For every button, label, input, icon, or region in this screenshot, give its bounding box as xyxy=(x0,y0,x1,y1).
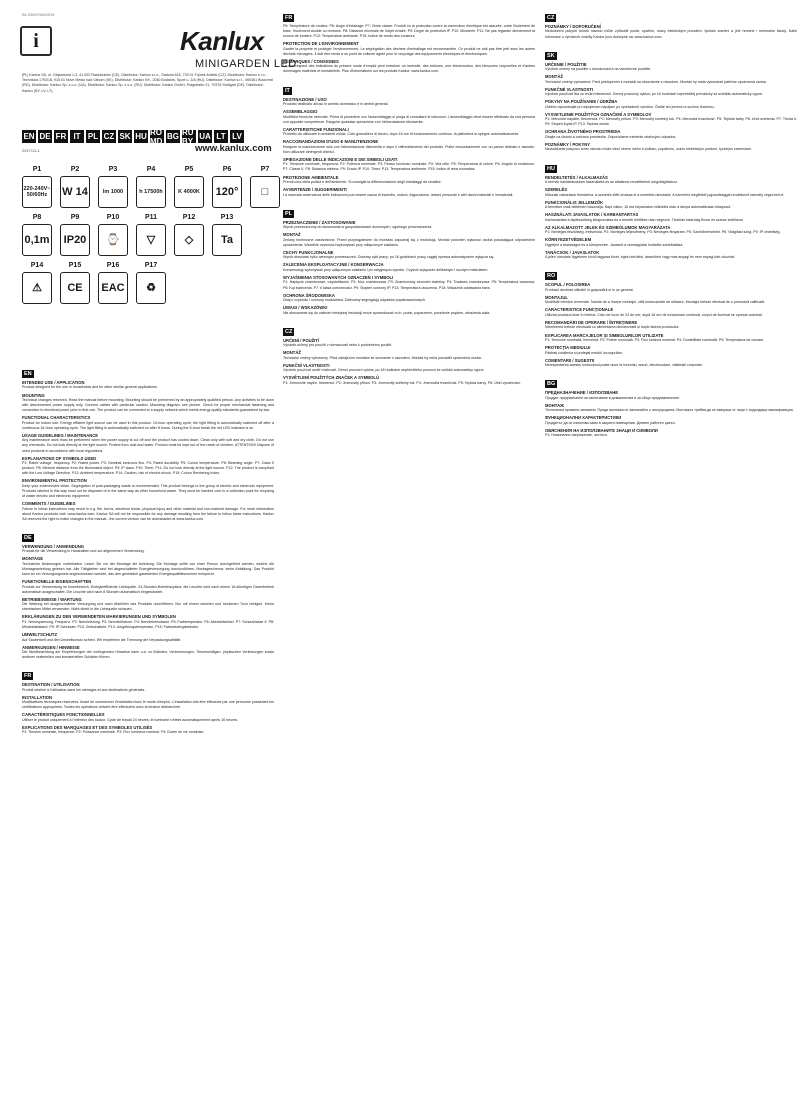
language-badge: EN xyxy=(23,132,35,141)
section-heading: CARACTERISTICE FUNCȚIONALE xyxy=(545,307,614,313)
section-heading: SPIEGAZIONE DELLE INDICAZIONI E DEI SIMBOLI USATI xyxy=(283,156,398,162)
section-heading: POZNÁMKY / DOPORUČENÍ xyxy=(545,24,601,29)
symbol-cell xyxy=(136,214,166,256)
section-heading: VYSVETLENIE POUŽITÝCH OZNAČENÍ A SYMBOLOV xyxy=(545,111,652,117)
section-heading: PRZEZNACZENIE / ZASTOSOWANIE xyxy=(283,219,356,225)
section-language-code: FR xyxy=(285,15,293,21)
section-paragraph: Technische Änderungen vorbehalten. Lesen Sie vor der Montage die Anleitung. Die Montage sollte von einer Person durchgeführt werden, welche die Montageanleitung gelesen hat. Alle Tätigkeiten sind bei abgeschalteter Energieversorgung durchzuführen. Montageschema: siehe Abbildung. Das Produkt kann an ein Versorgungsnetz angeschlossen werden, das den gesetzlich garantierten Energiequalitätsnormen entspricht. xyxy=(22,561,274,577)
section-heading: RACCOMANDAZIONI D'USO E MANUTENZIONE xyxy=(283,139,379,145)
symbol-label: P5 xyxy=(184,166,194,173)
section-paragraph: Întreținerea trebuie efectuată cu alimentarea deconectată și după răcirea produsului. xyxy=(545,325,680,330)
section-paragraph: Műszaki változások fenntartva. A szerelés előtt olvassa el a szerelési útmutatót. A szerelést megfelelő jogosultsággal rendelkező személy végezheti el. xyxy=(545,192,785,197)
text-column-3 xyxy=(545,6,797,1092)
section-language-code: HU xyxy=(547,165,555,172)
section-paragraph: Product for indoor use. Energy efficient light source can be used in this product. 24-hour operating cycle; the light fitting is automatically switched off after a continuous 16-hour operating cycle. The light fitting is automatically switched on after 8 hours. During the 8-hour break the red LED indicator is on. xyxy=(22,420,274,430)
section-paragraph: P1: Nennspannung, Frequenz. P2: Nennleistung. P3: Nennlichtstrom. P4: Nennlebensdauer. P5: Farbtemperatur. P6: Abstrahlwinkel. P7: Schutzklasse II. P8: Mindestabstand. P9: IP-Schutzart. P10: Zeitschaltuhr. P13: Umgebungstemperatur. P15: Farbwiedergabeindex. xyxy=(22,619,274,629)
language-badge: HU xyxy=(135,132,147,141)
section-paragraph: Utilizați produsul doar în interior. Ciclu de lucru de 24 de ore; după 16 ore de funcționare continuă, corpul de iluminat se oprește automat. xyxy=(545,312,763,317)
symbol-cell xyxy=(98,262,128,304)
section-paragraph: Výrobek určený pro použití v domácnosti nebo k podobnému použití. xyxy=(283,343,393,348)
section-paragraph: Dbajte na čistotu a ochranu prostredia. Odporúčame triedenie obalových odpadov. xyxy=(545,134,676,139)
language-section xyxy=(545,44,797,153)
section-language-code: BG xyxy=(547,381,556,388)
symbol-label: P3 xyxy=(108,166,118,173)
section-heading: INTENDED USE / APPLICATION xyxy=(22,380,85,385)
section-paragraph: Ügyeljen a tisztaságra és a környezetre. Javasolt a csomagolási hulladék szelektálása. xyxy=(545,242,684,247)
section-heading: FUNKČNÉ VLASTNOSTI xyxy=(545,86,594,92)
language-section xyxy=(283,320,535,386)
section-paragraph: Produkt für die Verwendung in Haushalten und zur allgemeinen Verwendung. xyxy=(22,549,145,554)
distributor-address: [PL] Kanlux SA, ul. Objazdowa 1-3, 41-922 Radzionków (CE). Distributor: Kanlux s.r.o., Sadová 616, 739 01 Frýdek-Místek (CZ). Distributor: Kanlux s.r.o., Technická 1793/16, 915 01 Nové Mesto nad Váhom (SK). Distributor: Kanlux Kft., 2040 Budaörs, Sport u. 2/A (HU). Distributor: Kanlux s.r.l., 060361 Bucuresti (RO). Distributor: Kanlux Sp. z o.o. (UA). Distributor: Kanlux Sp. z o.o. (RU). Distributor: Kanlux GmbH, Pragstraße 21, 70376 Stuttgart (DE). Distributor: Kanlux (BY, LV, LT). xyxy=(22,73,274,93)
symbol-cell xyxy=(60,214,90,256)
revision-date: 2017/11-1 xyxy=(22,148,40,153)
section-paragraph: Modifiche tecniche riservate. Prima di procedere con l'assemblaggio si prega di consultare le istruzioni. L'assemblaggio deve essere effettuato da una persona con apposite competenze. Eseguire qualsiasi operazione con l'alimentazione disinserita. xyxy=(283,114,535,124)
section-paragraph: P1: Menovité napätie, frekvencia. P2: Menovitý príkon. P3: Menovitý svetelný tok. P4: Menovitá trvanlivosť. P5: Teplota farby. P6: Uhol svietenia. P7: Trieda II. P9: Stupeň krytia IP. P13: Teplota okolia. xyxy=(545,117,797,127)
section-paragraph: Prodotto da utilizzare in ambienti chiusi. Ciclo giornaliero di lavoro, dopo 16 ore di funzionamento continuo, la plafoniera si spegne automaticamente. xyxy=(283,132,520,137)
symbol-icon: 220-240V~ 50/60Hz xyxy=(22,176,52,208)
symbol-icon: □ xyxy=(250,176,280,208)
section-paragraph: Zmiany techniczne zastrzeżone. Przed przystąpieniem do montażu zapoznaj się z instrukcją. Montaż powinien wykonać osoba posiadająca odpowiednie uprawnienia. Wszelkie czynności wykonywać przy odłączonym zasilaniu. xyxy=(283,237,535,247)
section-heading: KÖRNYEZETVÉDELEM xyxy=(545,237,592,243)
section-paragraph: A jelen útmutató figyelmen kívül hagyása tüzet, égési sérülést, áramütést vagy más anyagi és nem anyagi kárt okozhat. xyxy=(545,255,735,260)
section-heading: FUNKTIONELLE EIGENSCHAFTEN xyxy=(22,579,92,585)
section-heading: EXPLICATIONS DES MARQUAGES ET DES SYMBOLES UTILISÉS xyxy=(22,724,153,730)
symbol-label xyxy=(246,262,274,272)
symbol-cell xyxy=(174,166,204,208)
section-paragraph: P1: Tensiune nominală, frecvență. P2: Putere nominală. P3: Flux luminos nominal. P4: Durabilitate nominală. P5: Temperatura de culoare. xyxy=(545,338,765,343)
symbol-cell xyxy=(250,214,274,256)
symbol-label: P6 xyxy=(222,166,232,173)
symbol-icon: CE xyxy=(60,272,90,304)
section-heading: UMWELTSCHUTZ xyxy=(22,632,58,638)
language-badge: RU BY xyxy=(182,130,196,143)
section-paragraph: Nerespectarea acestor instrucțiuni poate duce la incendiu, arsuri, electrocutare, vătămări corporale. xyxy=(545,363,704,368)
symbol-cell xyxy=(212,166,242,208)
section-heading: USAGE GUIDELINES / MAINTENANCE xyxy=(22,432,99,438)
language-section xyxy=(545,372,797,438)
section-heading: INSTALLATION xyxy=(22,694,53,700)
symbol-label: P14 xyxy=(30,262,44,269)
symbol-label xyxy=(210,262,238,272)
section-paragraph: Modificări tehnice rezervate. Înainte de a începe montajul, citiți instrucțiunile de utilizare. Montajul trebuie efectuat de o persoană calificată. xyxy=(545,300,765,305)
symbol-label: P10 xyxy=(106,214,120,221)
section-language-code: CZ xyxy=(547,15,555,21)
symbol-cell xyxy=(22,214,52,256)
section-paragraph: P1: Névleges feszültség, frekvencia. P2: Névleges teljesítmény. P3: Névleges fényáram. P5: Színhőmérséklet. P6: Világítási szög. P9: IP védettség. xyxy=(545,230,781,235)
section-heading: ASSEMBLAGGIO xyxy=(283,109,318,115)
section-paragraph: Wyrób stosować tylko wewnątrz pomieszczeń. Dobowy cykl pracy; po 16 godzinach pracy ciągłej oprawa automatycznie wyłącza się. xyxy=(283,255,495,260)
section-paragraph: Modifications techniques réservées. Avant de commencer l'installation lisez le mode d'emploi. L'installation doit être effectuée par une personne possédant les certifications appropriées. Toutes les opérations doivent être effectuées avec la tension débranchée. xyxy=(22,700,274,710)
section-heading: VERWENDUNG / ANWENDUNG xyxy=(22,543,85,549)
section-paragraph: Păstrați curățenia și protejați mediul înconjurător. xyxy=(545,350,623,355)
symbol-cell xyxy=(98,166,128,208)
section-heading: URČENÍ / POUŽITÍ xyxy=(283,337,320,343)
symbol-label: P4 xyxy=(146,166,156,173)
section-paragraph: Le non-respect des indications du présent mode d'emploi peut entraîner un incendie, des brûlures, une électrocution, des blessures corporelles et d'autres dommages matériels et immatériels. Plus d'informations sur les produits Kanlux: www.kanlux.com. xyxy=(283,64,535,74)
section-paragraph: Výrobok používať iba vo vnútri miestností. Denný pracovný cyklus; po 16 hodinách nepretržitej prevádzky sa svietidlo automaticky vypne. xyxy=(545,92,764,97)
language-badge: BG xyxy=(167,132,179,141)
symbol-row xyxy=(22,262,274,304)
symbol-icon: IP20 xyxy=(60,224,90,256)
language-section xyxy=(545,6,797,40)
symbol-icon: K 4000K xyxy=(174,176,204,208)
document-id: IM-20697/IM/2019 xyxy=(22,12,55,17)
language-badge: IT xyxy=(70,130,84,143)
language-section xyxy=(22,664,274,735)
language-badge: RO MD xyxy=(150,127,163,146)
language-section xyxy=(283,202,535,316)
section-paragraph: P1: Napięcie znamionowe, częstotliwość. P2: Moc znamionowa. P3: Znamionowy strumień świetlny. P4: Trwałość znamionowa. P5: Temperatura barwowa. P6: Kąt świecenia. P7: II klasa ochronności. P9: Stopień ochrony IP. P13: Temperatura otoczenia. P15: Wskaźnik oddawania barw. xyxy=(283,280,535,290)
section-heading: COMMENTS / GUIDELINES xyxy=(22,501,76,507)
section-heading: EXPLICAREA MARCAJELOR ȘI SIMBOLURILOR UTILIZATE xyxy=(545,332,664,338)
symbol-icon: 0,1m xyxy=(22,224,52,256)
section-paragraph: Prodotto destinato all'uso in ambito domestico e in ambiti generali. xyxy=(283,102,389,107)
symbol-label: P13 xyxy=(220,214,234,221)
section-language-code: CZ xyxy=(285,328,293,335)
section-heading: CARACTÉRISTIQUES FONCTIONNELLES xyxy=(22,712,105,718)
section-paragraph: Wyrób przeznaczony do stosowania w gospodarstwach domowych i ogólnego przeznaczenia. xyxy=(283,225,433,230)
section-heading: AZ ALKALMAZOTT JELEK ÉS SZIMBÓLUMOK MAGYARÁZATA xyxy=(545,224,671,230)
section-paragraph: P1: Jmenovité napětí, frekvence. P2: Jmenovitý příkon. P3: Jmenovitý světelný tok. P4: Jmenovitá trvanlivost. P5: Teplota barvy. P6: Úhel vyzařování. xyxy=(283,380,521,385)
symbol-cell xyxy=(22,262,52,304)
language-badge: LT xyxy=(214,130,228,143)
symbol-cell xyxy=(60,262,90,304)
section-heading: ФУНКЦИОНАЛНИ ХАРАКТЕРИСТИКИ xyxy=(545,415,622,421)
section-heading: URČENIE / POUŽITIE xyxy=(545,61,587,67)
section-paragraph: Eseguire la manutenzione solo con l'alimentazione disinserita e dopo il raffreddamento del prodotto. Pulire esclusivamente con un panno delicato e asciutto. Non utilizzare detergenti chimici. xyxy=(283,144,535,154)
website: www.kanlux.com xyxy=(195,143,272,154)
section-heading: ПРЕДНАЗНАЧЕНИЕ / ИЗПОЛЗВАНЕ xyxy=(545,390,619,396)
section-paragraph: P1: Номинално напрежение, честота. xyxy=(545,433,608,438)
section-paragraph: P5: Température de couleur. P6: Angle d'éclairage. P7: 2ème classe: Produit où la protection contre la commotion électrique est assurée, outre l'isolement de base, l'isolement double ou renforcé. P8: Distance minimale de l'objet éclairé. P9: Degré de protection IP. P10: Minuterie. P11: Ne pas regarder directement la source de lumière. P13: Température ambiante. P15: Indice de rendu des couleurs. xyxy=(283,24,535,39)
language-badge: CZ xyxy=(103,132,115,141)
section-language-code: DE xyxy=(24,534,32,541)
section-paragraph: Technical changes reserved. Read the manual before mounting. Mounting should be performed by an appropriately qualified person. Any activities to be done with disconnected power supply only. Connect cables with particular caution. Mounting diagram: see picture. Check for proper mechanical fastening and connection to electrical power prior to first use. The product can be connected to a supply network which meets energy quality standards guaranteed by law. xyxy=(22,398,274,413)
symbol-icon: lm 1000 xyxy=(98,176,128,208)
symbol-icon: ◇ xyxy=(174,224,204,256)
section-paragraph: A terméket csak beltérben használja. Napi ciklus; 16 óra folyamatos működés után a lámpa automatikusan kikapcsol. xyxy=(545,205,732,210)
section-paragraph: Product designed for the use in households and for other similar general applications. xyxy=(22,385,158,390)
section-paragraph: Karbantartást a tápfeszültség kikapcsolása és a termék lehűlése után végezze. Tisztítás kizárólag finom és száraz textíliával. xyxy=(545,217,744,222)
symbol-cell xyxy=(250,166,280,208)
section-heading: WYJAŚNIENIA STOSOWANYCH OZNACZEŃ I SYMBOLI xyxy=(283,274,394,280)
section-paragraph: Konserwację wykonywać przy odłączonym zasilaniu i po ostygnięciu wyrobu. Czyścić wyłącznie delikatnym i suchym materiałem. xyxy=(283,267,489,272)
symbol-label xyxy=(174,262,202,272)
section-heading: POKYNY NA POUŽÍVANIE / ÚDRŽBA xyxy=(545,99,618,105)
section-heading: CARATTERISTICHE FUNZIONALI xyxy=(283,126,349,132)
section-heading: МОНТАЖ xyxy=(545,402,564,408)
symbol-cell xyxy=(136,262,166,304)
section-heading: MONTAŻ xyxy=(283,232,301,238)
section-paragraph: Nie stosowanie się do zaleceń niniejszej instrukcji może spowodować m.in. pożar, poparzenie, porażenie prądem, obrażenia ciała. xyxy=(283,310,491,315)
section-paragraph: Продукт предназначен за използване в домакинства и за общо предназначение. xyxy=(545,395,681,400)
section-paragraph: Nedodržanie pokynov tohto návodu môže viesť okrem iného k požiaru, popáleniu, úrazu elektrickým prúdom, fyzickým zraneniam. xyxy=(545,147,752,152)
section-heading: ZALECENIA EKSPLOATACYJNE / KONSERWACJA xyxy=(283,262,384,268)
section-language-code: SK xyxy=(547,52,555,59)
section-heading: FUNCTIONAL CHARACTERISTICS xyxy=(22,415,91,421)
section-paragraph: Die Nichtbeachtung der Empfehlungen der vorliegenden Hinweise kann u.a. zu Bränden, Verbrennungen, Stromschlägen, physischen Verletzungen sowie anderen materiellen und immateriellen Schäden führen. xyxy=(22,650,274,660)
symbol-label: P2 xyxy=(70,166,80,173)
section-paragraph: Technické zmeny vyhradené. Pred pristúpením k montáži sa oboznámte s návodom. Montáž by mala vykonávať patrične oprávnená osoba. xyxy=(545,79,767,84)
section-heading: REMARQUES / CONSIGNES xyxy=(283,58,339,64)
language-badge: PL xyxy=(87,132,99,141)
section-heading: SCOPUL / FOLOSIREA xyxy=(545,282,591,288)
symbol-icon: ⌚ xyxy=(98,224,128,256)
text-column-1 xyxy=(22,362,274,1092)
symbol-icon: h 17500h xyxy=(136,176,166,208)
section-heading: POZNÁMKY / POKYNY xyxy=(545,142,591,148)
symbol-icon: W 14 xyxy=(60,176,90,208)
symbol-row xyxy=(22,214,274,256)
text-column-2 xyxy=(283,6,535,1092)
symbol-label: P11 xyxy=(144,214,158,221)
section-paragraph: Prendi cura della pulizia e dell'ambiente. Si consiglia la differenziazione degli imballaggi da smaltire. xyxy=(283,180,442,185)
symbol-cell xyxy=(98,214,128,256)
symbol-grid xyxy=(22,166,274,310)
language-section xyxy=(22,526,274,660)
section-heading: RENDELTETÉS / ALKALMAZÁS xyxy=(545,174,608,180)
symbol-icon: ⚠ xyxy=(22,272,52,304)
section-language-code: IT xyxy=(285,87,290,94)
section-heading: MONTAGE xyxy=(22,556,44,562)
section-paragraph: La mancata osservanza delle indicazioni può essere causa di incendio, ustioni, folgorazione, lesioni personali e altri danni materiali e immateriali. xyxy=(283,192,514,197)
section-heading: FUNKČNÍ VLASTNOSTI xyxy=(283,362,330,368)
symbol-icon: 120° xyxy=(212,176,242,208)
symbol-cell xyxy=(22,166,52,208)
symbol-icon: EAC xyxy=(98,272,128,304)
section-language-code: EN xyxy=(24,371,32,377)
section-paragraph: Produit destiné à l'utilisation dans les ménages et aux destinations générales. xyxy=(22,687,146,692)
section-heading: MOUNTING xyxy=(22,392,45,398)
section-heading: BETRIEBSWEISE / WARTUNG xyxy=(22,596,82,602)
section-heading: TANÁCSOK / JAVASLATOK xyxy=(545,249,600,255)
section-heading: VYSVĚTLENÍ POUŽITÝCH ZNAČEK A SYMBOLŮ xyxy=(283,375,380,381)
section-heading: DESTINATION / UTILISATION xyxy=(22,682,80,688)
section-heading: PROTEZIONE AMBIENTALE xyxy=(283,174,339,180)
section-heading: OCHRONA ŚRODOWISKA xyxy=(283,292,335,298)
section-paragraph: Technické změny vyhrazeny. Před zahájením montáže se seznamte s návodem. Montáž by měla provádět oprávněná osoba. xyxy=(283,355,482,360)
language-section xyxy=(283,79,535,198)
section-heading: PROTECTION DE L'ENVIRONNEMENT xyxy=(283,41,359,47)
section-paragraph: Any maintenance work must be performed when the power supply is cut off and the product has cooled down. Clean only with soft and dry cloth. Do not use any chemicals. Do not look directly at the light source. Protect from dust and water. Product must be kept out of the reach of children. ATTENTION! Dispose of used products in accordance with local regulations. xyxy=(22,438,274,453)
section-heading: DESTINAZIONE / USO xyxy=(283,96,327,102)
symbol-label: P16 xyxy=(106,262,120,269)
section-language-code: PL xyxy=(285,210,293,217)
section-heading: ERKLÄRUNGEN ZU DEN VERWENDETEN MARKIERUNGEN UND SYMBOLEN xyxy=(22,614,176,620)
symbol-label: P15 xyxy=(68,262,82,269)
symbol-cell xyxy=(246,262,274,304)
section-heading: MONTÁŽ xyxy=(545,74,563,80)
symbol-cell xyxy=(174,214,204,256)
language-badge: DE xyxy=(39,132,51,141)
symbol-cell xyxy=(60,166,90,208)
section-paragraph: Продуктът да се използва само в закрити помещения. Дневен работен цикъл. xyxy=(545,420,676,425)
symbol-label: P7 xyxy=(260,166,270,173)
symbol-label: P17 xyxy=(144,262,158,269)
symbol-cell xyxy=(212,214,242,256)
section-paragraph: Údržbu vykonávajte pri odpojenom napájaní po vychladnutí výrobku. Čistite len jemnou a suchou tkaninou. xyxy=(545,104,715,109)
section-heading: MONTÁŽ xyxy=(283,350,301,356)
language-badge: UA xyxy=(199,132,211,141)
section-paragraph: P1: Tensione nominale, frequenza. P2: Potenza nominale. P3: Flusso luminoso nominale. P4: Vita utile. P5: Temperatura di colore. P6: Angolo di emissione. P7: Classe II. P8: Distanza minima. P9: Grado IP. P10: Timer. P13: Temperatura ambiente. P15: Indice di resa cromatica. xyxy=(283,162,535,172)
symbol-cell xyxy=(136,166,166,208)
section-paragraph: Výrobok určený na použitie v domácnosti a na všeobecné použitie. xyxy=(545,67,652,72)
symbol-icon: Ta xyxy=(212,224,242,256)
section-paragraph: P1: Rated voltage, frequency. P2: Rated power. P3: Nominal luminous flux. P4: Rated durability. P5: Colour temperature. P6: Beaming angle. P7: Class II product. P8: Minimal distance from the illuminated object. P9: IP class. P10: Timer. P11: Do not look directly at the light source. P12: The product is compliant with the Low Voltage Directive. P13: Ambient temperature. P14: Caution, risk of electric shock. P15: Colour Rendering Index. xyxy=(22,461,274,476)
language-badge: SK xyxy=(119,132,131,141)
section-paragraph: A termék háztartásokban használatra és az általános rendeltetésű megvilágításhoz. xyxy=(545,180,679,185)
language-section xyxy=(283,6,535,75)
section-paragraph: Utiliser le produit uniquement à l'intérieur des locaux. Cycle de travail 24 heures; le luminaire s'éteint automatiquement après 16 heures. xyxy=(22,717,239,722)
section-heading: ОБЯСНЕНИЯ НА ИЗПОЛЗВАНИТЕ ЗНАЦИ И СИМВОЛИ xyxy=(545,427,658,433)
section-paragraph: P1: Tension nominale, fréquence. P2: Puissance nominale. P3: Flux lumineux nominal. P4: Durée de vie nominale. xyxy=(22,730,205,735)
symbol-label: P9 xyxy=(70,214,80,221)
section-heading: FUNKCIONÁLIS JELLEMZŐK xyxy=(545,199,604,205)
section-paragraph: Produkt zur Verwendung im Innenbereich. Energieeffiziente Lichtquelle. 24-Stunden-Betriebszyklus; die Leuchte wird nach einem 16-stündigen Dauerbetrieb automatisch ausgeschaltet. Die Leuchte wird nach 8 Stunden automatisch eingeschaltet. xyxy=(22,584,274,594)
section-paragraph: Keep your environment clean. Segregation of post-packaging waste is recommended. This product belongs to the group of electric and electronic equipment. Products labeled in this way must not be disposed of in the same way as other household waste. They must be handed over to a collection point for recycling of waste electric and electronic equipment. xyxy=(22,483,274,499)
section-heading: MONTAJUL xyxy=(545,294,568,300)
language-section xyxy=(545,157,797,261)
section-heading: SZERELÉS xyxy=(545,187,568,193)
language-section xyxy=(22,362,274,522)
brand-logo: Kanlux xyxy=(180,26,264,56)
section-paragraph: Failure to follow instructions may result in e.g. fire, burns, electrical shock, physical injury and other material and non-material damage. For more information about Kanlux products visit: www.kanlux.com. Kanlux SA will not be responsible for any damage resulting from the failure to follow these instructions. Kanlux SA reserves the right to make changes in the manual - the current version can be downloaded at www.kanlux.com. xyxy=(22,506,274,521)
section-paragraph: Dbaj o czystość i ochronę środowiska. Zalecamy segregację odpadów popakowaniowych. xyxy=(283,298,427,303)
section-paragraph: Garder la propreté et protéger l'environnement. La ségrégation des déchets d'emballage est recommandée. Ce produit ne doit pas être jeté avec les autres déchets ménagers. Il doit être remis à un point de collecte agréé pour le recyclage des équipements électriques et électroniques. xyxy=(283,46,535,56)
section-paragraph: Auf Sauberkeit und den Umweltschutz achten. Wir empfehlen die Trennung der Verpackungsabfälle. xyxy=(22,637,182,642)
section-heading: HASZNÁLATI JAVASLATOK / KARBANTARTÁS xyxy=(545,212,639,218)
section-paragraph: Nedodržení pokynů tohoto návodu může způsobit požár, opaření, úrazy elektrickým proudem, fyzická zranění a jiné hmotné i nehmotné škody. Další informace o výrobcích značky Kanlux jsou dostupné na: www.kanlux.com. xyxy=(545,29,797,39)
section-heading: CECHY FUNKCJONALNE xyxy=(283,249,334,255)
symbol-label: P12 xyxy=(182,214,196,221)
section-heading: AVVERTENZE / SUGGERIMENTI xyxy=(283,187,347,193)
section-heading: OCHRANA ŽIVOTNÉHO PROSTREDIA xyxy=(545,129,621,135)
symbol-cell xyxy=(174,262,202,304)
section-paragraph: Технически промени запазени. Преди монтажа се запознайте с инструкцията. Монтажът трябва да се извърши от лице с подходяща квалификация. xyxy=(545,408,794,413)
section-paragraph: Die Wartung bei ausgeschalteter Versorgung und nach Abkühlen des Produkts durchführen. Nur mit einem weichen und trockenen Tuch reinigen. Keine chemischen Mittel verwenden. Nicht direkt in die Lichtquelle schauen. xyxy=(22,602,274,612)
symbol-label: P1 xyxy=(32,166,42,173)
section-language-code: RO xyxy=(547,273,556,280)
section-paragraph: Výrobek používat uvnitř místností. Denní provozní cyklus; po 16 hodinách nepřetržitého provozu se svítidlo automaticky vypne. xyxy=(283,368,485,373)
section-heading: PROTECȚIA MEDIULUI xyxy=(545,345,591,351)
symbol-cell xyxy=(210,262,238,304)
symbol-label: P8 xyxy=(32,214,42,221)
section-language-code: FR xyxy=(24,673,32,680)
symbol-label xyxy=(250,214,274,224)
language-section xyxy=(545,264,797,368)
section-heading: COMENTARII / SUGESTII xyxy=(545,357,595,363)
info-manual-icon: i xyxy=(20,26,52,56)
section-heading: ENVIRONMENTAL PROTECTION xyxy=(22,478,87,484)
product-name: MINIGARDEN LED xyxy=(195,58,297,70)
language-badge: FR xyxy=(55,132,67,141)
symbol-icon: ▽ xyxy=(136,224,166,256)
section-heading: UWAGI / WSKAZÓWKI xyxy=(283,305,328,311)
language-badge: LV xyxy=(230,130,244,143)
section-heading: ANMERKUNGEN / HINWEISE xyxy=(22,644,80,650)
symbol-row xyxy=(22,166,274,208)
section-heading: EXPLANATIONS OF SYMBOLS USED xyxy=(22,455,97,461)
section-heading: RECOMANDĂRI DE OPERARE / ÎNTREȚINERE xyxy=(545,320,638,326)
symbol-icon: ♻ xyxy=(136,272,166,304)
section-paragraph: Produsul destinat utilizării în gospodării și în uz general. xyxy=(545,287,634,292)
language-bar xyxy=(22,127,244,146)
